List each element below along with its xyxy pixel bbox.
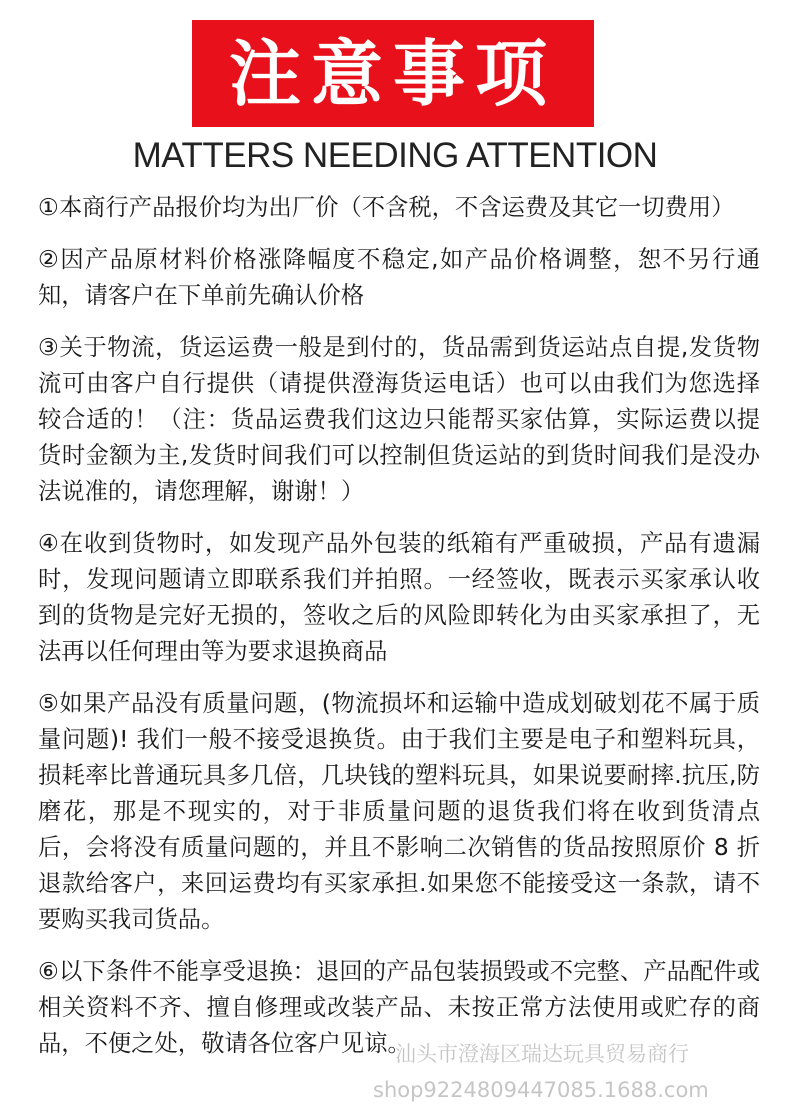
- page-title: 注意事项: [228, 31, 557, 116]
- notice-item-6: ⑥以下条件不能享受退换：退回的产品包装损毁或不完整、产品配件或相关资料不齐、擅自修理或改装产品、未按正常方法使用或贮存的商品，不便之处，敬请各位客户见谅。: [38, 958, 760, 1057]
- notice-item-3: ③关于物流，货运运费一般是到付的，货品需到货运站点自提,发货物流可由客户自行提供（请提供澄海货运电话）也可以由我们为您选择较合适的！（注：货品运费我们这边只能帮买家估算，实际运费以提货时金额为主,发货时间我们可以控制但货运站的到货时间我们是没办法说准的，请您理解，谢谢！）: [38, 334, 760, 505]
- notice-item-5: ⑤如果产品没有质量问题，(物流损坏和运输中造成划破划花不属于质量问题)! 我们一般不接受退换货。由于我们主要是电子和塑料玩具，损耗率比普通玩具多几倍，几块钱的塑料玩具，如果说要耐摔.抗压,防磨花，那是不现实的，对于非质量问题的退货我们将在收到货清点后，会将没有质量问题的，并且不影响二次销售的货品按照原价 8 折退款给客户，来回运费均有买家承担.如果您不能接受这一条款，请不要购买我司货品。: [38, 690, 760, 933]
- notice-item-4: ④在收到货物时，如发现产品外包装的纸箱有严重破损，产品有遗漏时，发现问题请立即联系我们并拍照。一经签收，既表示买家承认收到的货物是完好无损的，签收之后的风险即转化为由买家承担了，无法再以任何理由等为要求退换商品: [38, 530, 760, 665]
- page-subtitle: MATTERS NEEDING ATTENTION: [132, 136, 658, 175]
- notice-list: [38, 190, 760, 1078]
- watermark-shop-url: shop9224809447085.1688.com: [373, 1078, 709, 1102]
- notice-item-1: ①本商行产品报价均为出厂价（不含税，不含运费及其它一切费用）: [38, 194, 735, 221]
- title-banner: [192, 20, 594, 127]
- notice-item-2: ②因产品原材料价格涨降幅度不稳定,如产品价格调整，恕不另行通知，请客户在下单前先确认价格: [38, 246, 760, 309]
- watermark-shop-name: 汕头市澄海区瑞达玩具贸易商行: [395, 1042, 689, 1066]
